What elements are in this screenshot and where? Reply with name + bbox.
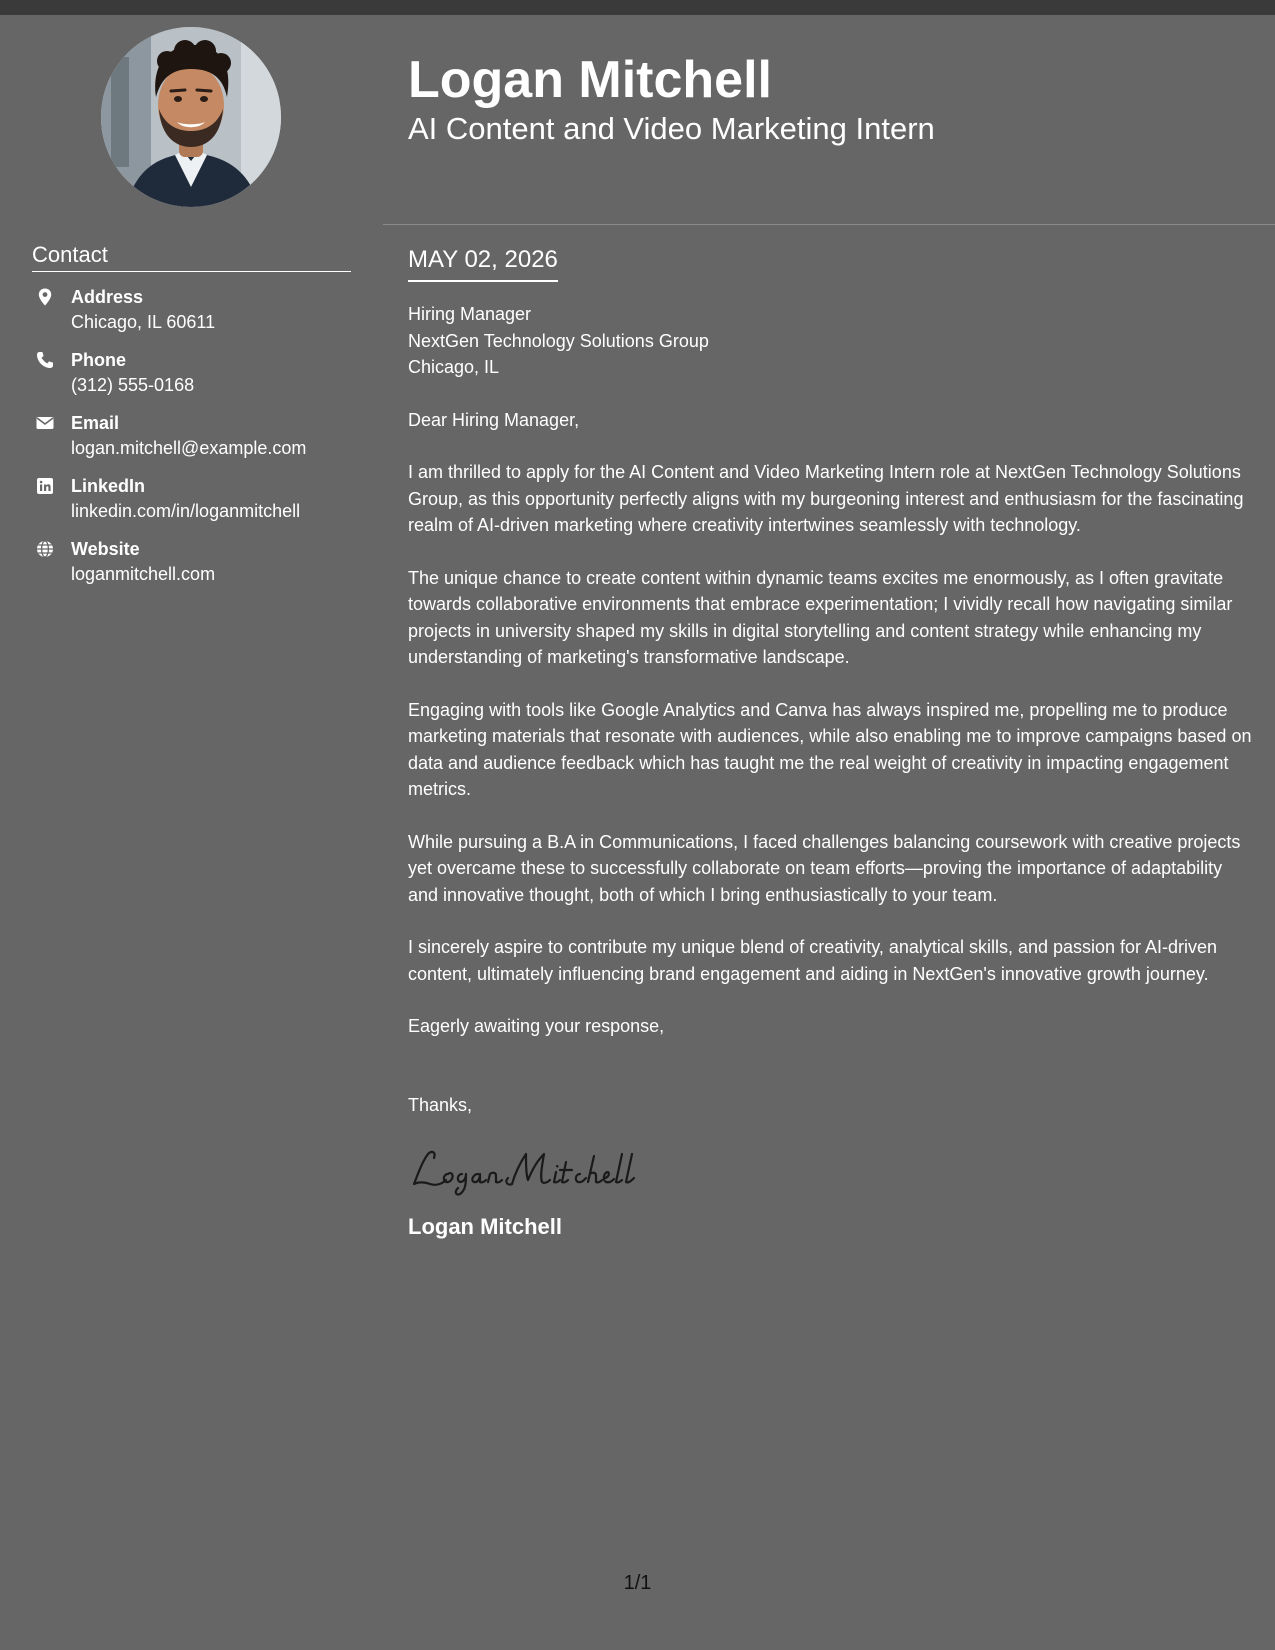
contact-item-email	[32, 411, 362, 474]
location-pin-icon	[36, 288, 54, 306]
envelope-icon	[36, 414, 54, 432]
signer-name: Logan Mitchell	[408, 1214, 562, 1239]
contact-item-linkedin	[32, 474, 362, 537]
paragraph: While pursuing a B.A in Communications, I faced challenges balancing coursework with creative projects yet overcame these to successfully collaborate on team efforts—proving the importance of adaptability and innovative thought, both of which I bring enthusiastically to your team.	[408, 831, 1241, 905]
paragraph: I sincerely aspire to contribute my unique blend of creativity, analytical skills, and passion for AI-driven content, ultimately influencing brand engagement and aiding in NextGen's innovative growth journey.	[408, 937, 1218, 984]
salutation: Dear Hiring Manager,	[408, 409, 580, 430]
linkedin-value[interactable]: linkedin.com/in/loganmitchell	[71, 501, 301, 521]
contact-label: Email	[71, 413, 120, 433]
website-value[interactable]: loganmitchell.com	[71, 564, 216, 584]
recipient-line: NextGen Technology Solutions Group	[408, 330, 709, 351]
header-divider	[383, 224, 1275, 225]
applicant-name: Logan Mitchell	[408, 51, 772, 109]
recipient-line: Hiring Manager	[408, 304, 532, 324]
contact-divider	[32, 271, 351, 272]
linkedin-icon	[36, 477, 54, 495]
contact-list	[32, 285, 362, 600]
email-value[interactable]: logan.mitchell@example.com	[71, 438, 307, 458]
contact-label: Address	[71, 287, 144, 307]
paragraph: The unique chance to create content within dynamic teams excites me enormously, as I often gravitate towards collaborative environments that embrace experimentation; I vividly recall how navigating similar projects in university shaped my skills in digital storytelling and content strategy while enhancing my understanding of marketing's transformative landscape.	[408, 567, 1233, 667]
recipient-block	[408, 301, 1253, 381]
paragraph: Engaging with tools like Google Analytics and Canva has always inspired me, propelling me to produce marketing materials that resonate with audiences, while also enabling me to improve campaigns based on data and audience feedback which has taught me the real weight of creativity in impacting engagement metrics.	[408, 699, 1252, 799]
profile-photo	[101, 27, 281, 207]
phone-icon	[36, 351, 54, 369]
contact-heading: Contact	[32, 242, 108, 267]
paragraph: I am thrilled to apply for the AI Content and Video Marketing Intern role at NextGen Technology Solutions Group, as this opportunity perfectly aligns with my burgeoning interest and enthusiasm for the fascinating realm of AI-driven marketing where creativity intertwines seamlessly with technology.	[408, 462, 1244, 535]
globe-icon	[36, 540, 54, 558]
handwritten-signature	[408, 1140, 1253, 1200]
address-value: Chicago, IL 60611	[71, 312, 216, 332]
closing-line: Eagerly awaiting your response,	[408, 1016, 665, 1036]
avatar	[101, 27, 281, 207]
letter-date: MAY 02, 2026	[408, 245, 558, 282]
contact-item-address	[32, 285, 362, 348]
phone-value: (312) 555-0168	[71, 375, 195, 395]
recipient-line: Chicago, IL	[408, 357, 500, 377]
top-bar	[0, 0, 1275, 15]
letter-body	[408, 245, 1253, 1242]
signature-image	[408, 1140, 648, 1200]
contact-label: LinkedIn	[71, 476, 146, 496]
signoff: Thanks,	[408, 1094, 473, 1115]
page-number: 1/1	[623, 1572, 652, 1594]
contact-label: Website	[71, 539, 140, 559]
contact-item-website	[32, 537, 362, 600]
contact-item-phone	[32, 348, 362, 411]
contact-label: Phone	[71, 350, 127, 370]
job-title: AI Content and Video Marketing Intern	[408, 111, 935, 146]
